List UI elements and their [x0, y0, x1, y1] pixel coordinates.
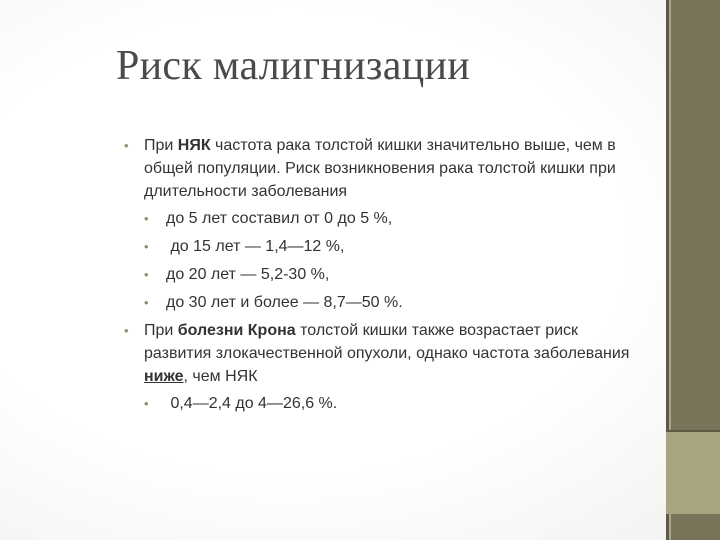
bullet-icon: •: [124, 138, 129, 153]
bullet-text-prefix: При: [144, 137, 178, 154]
bullet-icon: •: [144, 267, 149, 282]
bullet-text-body: частота рака толстой кишки значительно выше, чем в общей популяции. Риск возникновения рака толстой кишки при длительности заболевания: [144, 137, 616, 200]
sub-bullet-item: [120, 235, 640, 258]
slide-body: [120, 134, 640, 420]
sub-bullet-text: до 15 лет — 1,4—12 %,: [166, 238, 345, 255]
bullet-text-body: толстой кишки также возрастает риск развития злокачественной опухоли, однако частота заболевания: [144, 322, 630, 362]
bullet-text-suffix: , чем НЯК: [183, 368, 258, 385]
bullet-text-strong: болезни Крона: [177, 322, 296, 339]
sub-list-nyak: [120, 207, 640, 314]
sub-bullet-text: 0,4—2,4 до 4—26,6 %.: [166, 395, 338, 412]
bullet-icon: •: [144, 295, 149, 310]
sub-bullet-item: [120, 207, 640, 230]
sub-bullet-text: до 30 лет и более — 8,7—50 %.: [166, 294, 403, 311]
bullet-text-strong: НЯК: [177, 137, 211, 154]
sub-bullet-item: [120, 392, 640, 415]
bullet-item-crohn: [120, 319, 640, 388]
sidebar-accent-block: [666, 432, 720, 514]
sub-bullet-text: до 20 лет — 5,2-30 %,: [166, 266, 330, 283]
bullet-text-prefix: При: [144, 322, 178, 339]
bullet-icon: •: [144, 396, 149, 411]
sub-bullet-item: [120, 263, 640, 286]
bullet-icon: •: [124, 323, 129, 338]
bullet-icon: •: [144, 239, 149, 254]
bullet-icon: •: [144, 211, 149, 226]
slide-title: Риск малигнизации: [116, 43, 471, 89]
bullet-item-nyak: [120, 134, 640, 203]
sub-list-crohn: [120, 392, 640, 415]
decorative-sidebar: [666, 0, 720, 540]
sub-bullet-item: [120, 291, 640, 314]
sub-bullet-text: до 5 лет составил от 0 до 5 %,: [166, 210, 393, 227]
bullet-text-underlined: ниже: [144, 368, 184, 385]
